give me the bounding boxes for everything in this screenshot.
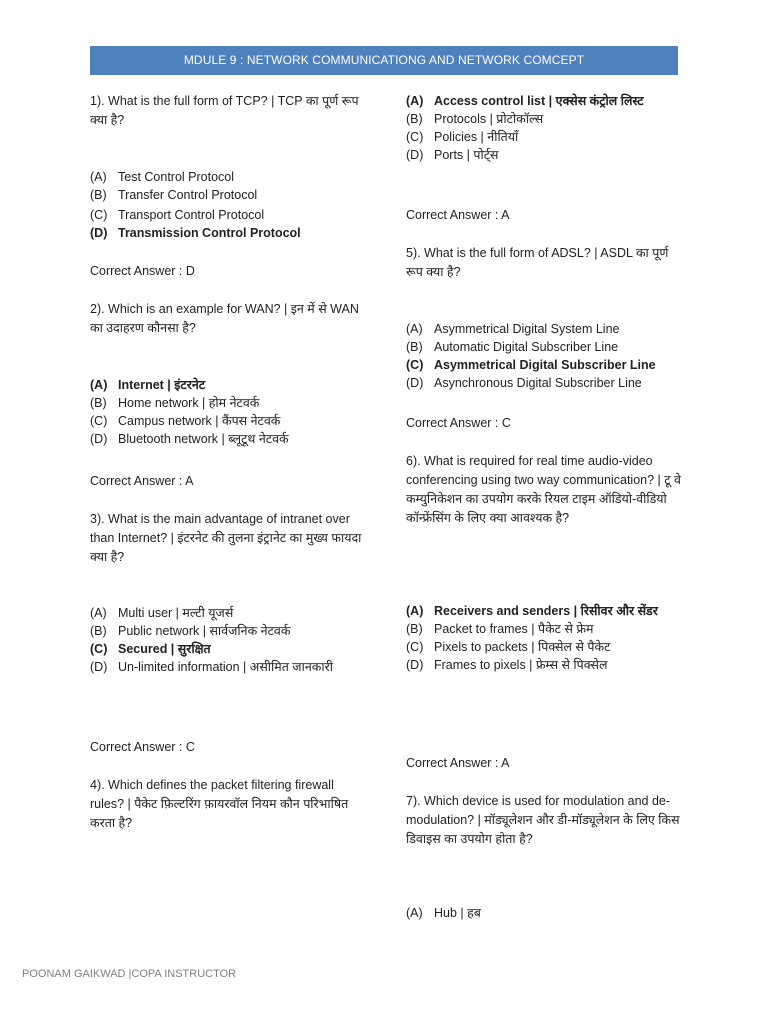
option-label: (A) <box>406 604 424 618</box>
question-7 <box>406 792 682 904</box>
page-header: MDULE 9 : NETWORK COMMUNICATIONG AND NETWORK COMCEPT <box>90 46 678 75</box>
option-label: (C) <box>90 208 108 222</box>
option-label: (B) <box>90 188 107 202</box>
q4-option-a <box>406 92 682 110</box>
option-label: (A) <box>90 378 108 392</box>
q2-option-d <box>90 430 362 448</box>
q3-correct-answer: Correct Answer : C <box>90 740 195 754</box>
q6-option-d <box>406 656 682 674</box>
option-label: (B) <box>90 624 107 638</box>
option-label: (D) <box>90 432 108 446</box>
q1-option-b <box>90 186 362 204</box>
q4-option-b <box>406 110 682 128</box>
option-label: (B) <box>406 340 423 354</box>
question-5 <box>406 244 682 320</box>
q7-option-a <box>406 904 682 922</box>
option-text: Frames to pixels | फ्रेम्स से पिक्सेल <box>434 658 608 672</box>
q4-option-c <box>406 128 682 146</box>
option-label: (C) <box>406 130 424 144</box>
q5-correct-answer: Correct Answer : C <box>406 416 511 430</box>
option-label: (B) <box>406 622 423 636</box>
question-2-options <box>90 376 362 472</box>
option-text: Asymmetrical Digital System Line <box>434 322 620 336</box>
q1-correct-answer: Correct Answer : D <box>90 264 195 278</box>
q5-option-a <box>406 320 682 338</box>
q4-correct-answer: Correct Answer : A <box>406 208 510 222</box>
question-7-options <box>406 904 682 922</box>
option-label: (D) <box>90 226 108 240</box>
question-7-text: 7). Which device is used for modulation and de-modulation? | मॉड्यूलेशन और डी-मॉड्यूलेशन के लिए किस डिवाइस का उपयोग होता है? <box>406 794 680 846</box>
q2-correct-answer: Correct Answer : A <box>90 474 194 488</box>
option-label: (D) <box>406 376 424 390</box>
option-label: (A) <box>406 906 423 920</box>
option-text: Internet | इंटरनेट <box>118 378 206 392</box>
left-column <box>90 92 362 833</box>
q5-option-b <box>406 338 682 356</box>
option-label: (A) <box>406 94 424 108</box>
question-4-text: 4). Which defines the packet filtering firewall rules? | पैकेट फ़िल्टरिंग फ़ायरवॉल नियम कौन परिभाषित करता है? <box>90 778 349 830</box>
option-text: Multi user | मल्टी यूजर्स <box>118 606 234 620</box>
option-label: (C) <box>406 358 424 372</box>
option-label: (C) <box>90 414 108 428</box>
option-label: (C) <box>406 640 424 654</box>
option-label: (B) <box>406 112 423 126</box>
question-4-options <box>406 92 682 206</box>
question-1-text: 1). What is the full form of TCP? | TCP का पूर्ण रूप क्या है? <box>90 94 359 127</box>
q3-option-d <box>90 658 362 676</box>
option-text: Public network | सार्वजनिक नेटवर्क <box>118 624 291 638</box>
option-text: Access control list | एक्सेस कंट्रोल लिस्ट <box>434 94 644 108</box>
option-label: (D) <box>90 660 108 674</box>
question-3-options <box>90 604 362 738</box>
option-text: Asynchronous Digital Subscriber Line <box>434 376 642 390</box>
question-1-options-cd <box>90 206 362 262</box>
q1-option-d <box>90 224 362 242</box>
option-label: (C) <box>90 642 108 656</box>
q3-option-c <box>90 640 362 658</box>
option-text: Ports | पोर्ट्स <box>434 148 499 162</box>
question-6-options <box>406 602 682 754</box>
question-3-text: 3). What is the main advantage of intranet over than Internet? | इंटरनेट की तुलना इंट्रानेट का मुख्य फायदा क्या है? <box>90 512 362 564</box>
option-text: Transmission Control Protocol <box>118 226 301 240</box>
option-text: Secured | सुरक्षित <box>118 642 211 656</box>
option-text: Bluetooth network | ब्लूटूथ नेटवर्क <box>118 432 289 446</box>
q2-option-a <box>90 376 362 394</box>
option-text: Campus network | कैंपस नेटवर्क <box>118 414 281 428</box>
question-2-text: 2). Which is an example for WAN? | इन में से WAN का उदाहरण कौनसा है? <box>90 302 359 335</box>
q5-option-d <box>406 374 682 392</box>
option-text: Transport Control Protocol <box>118 208 265 222</box>
q2-option-c <box>90 412 362 430</box>
page-footer: POONAM GAIKWAD |COPA INSTRUCTOR <box>22 968 237 980</box>
option-text: Asymmetrical Digital Subscriber Line <box>434 358 656 372</box>
option-text: Transfer Control Protocol <box>118 188 258 202</box>
option-text: Packet to frames | पैकेट से फ्रेम <box>434 622 594 636</box>
q3-option-a <box>90 604 362 622</box>
option-label: (B) <box>90 396 107 410</box>
q6-option-b <box>406 620 682 638</box>
q6-correct-answer: Correct Answer : A <box>406 756 510 770</box>
question-6 <box>406 452 682 602</box>
q2-option-b <box>90 394 362 412</box>
question-4 <box>90 776 362 833</box>
question-3 <box>90 510 362 604</box>
option-label: (D) <box>406 148 424 162</box>
question-5-text: 5). What is the full form of ADSL? | ASDL का पूर्ण रूप क्या है? <box>406 246 669 279</box>
q3-option-b <box>90 622 362 640</box>
q6-option-a <box>406 602 682 620</box>
q1-option-a <box>90 168 362 186</box>
q1-option-c <box>90 206 362 224</box>
option-text: Test Control Protocol <box>118 170 235 184</box>
q4-option-d <box>406 146 682 164</box>
option-text: Automatic Digital Subscriber Line <box>434 340 619 354</box>
q5-option-c <box>406 356 682 374</box>
option-text: Policies | नीतियाँ <box>434 130 519 144</box>
option-label: (D) <box>406 658 424 672</box>
question-6-text: 6). What is required for real time audio-video conferencing using two way communication? | टू वे कम्युनिकेशन का उपयोग करके रियल टाइम ऑडियो-वीडियो कॉन्फ्रेंसिंग के लिए क्या आवश्यक है? <box>406 454 681 525</box>
question-1 <box>90 92 362 168</box>
option-text: Protocols | प्रोटोकॉल्स <box>434 112 544 126</box>
option-text: Pixels to packets | पिक्सेल से पैकेट <box>434 640 611 654</box>
question-5-options <box>406 320 682 414</box>
option-label: (A) <box>90 170 107 184</box>
option-text: Hub | हब <box>434 906 481 920</box>
question-1-options <box>90 168 362 206</box>
right-column <box>406 92 682 922</box>
q6-option-c <box>406 638 682 656</box>
option-text: Receivers and senders | रिसीवर और सेंडर <box>434 604 658 618</box>
option-text: Un-limited information | असीमित जानकारी <box>118 660 333 674</box>
question-2 <box>90 300 362 376</box>
option-text: Home network | होम नेटवर्क <box>118 396 260 410</box>
option-label: (A) <box>90 606 107 620</box>
option-label: (A) <box>406 322 423 336</box>
